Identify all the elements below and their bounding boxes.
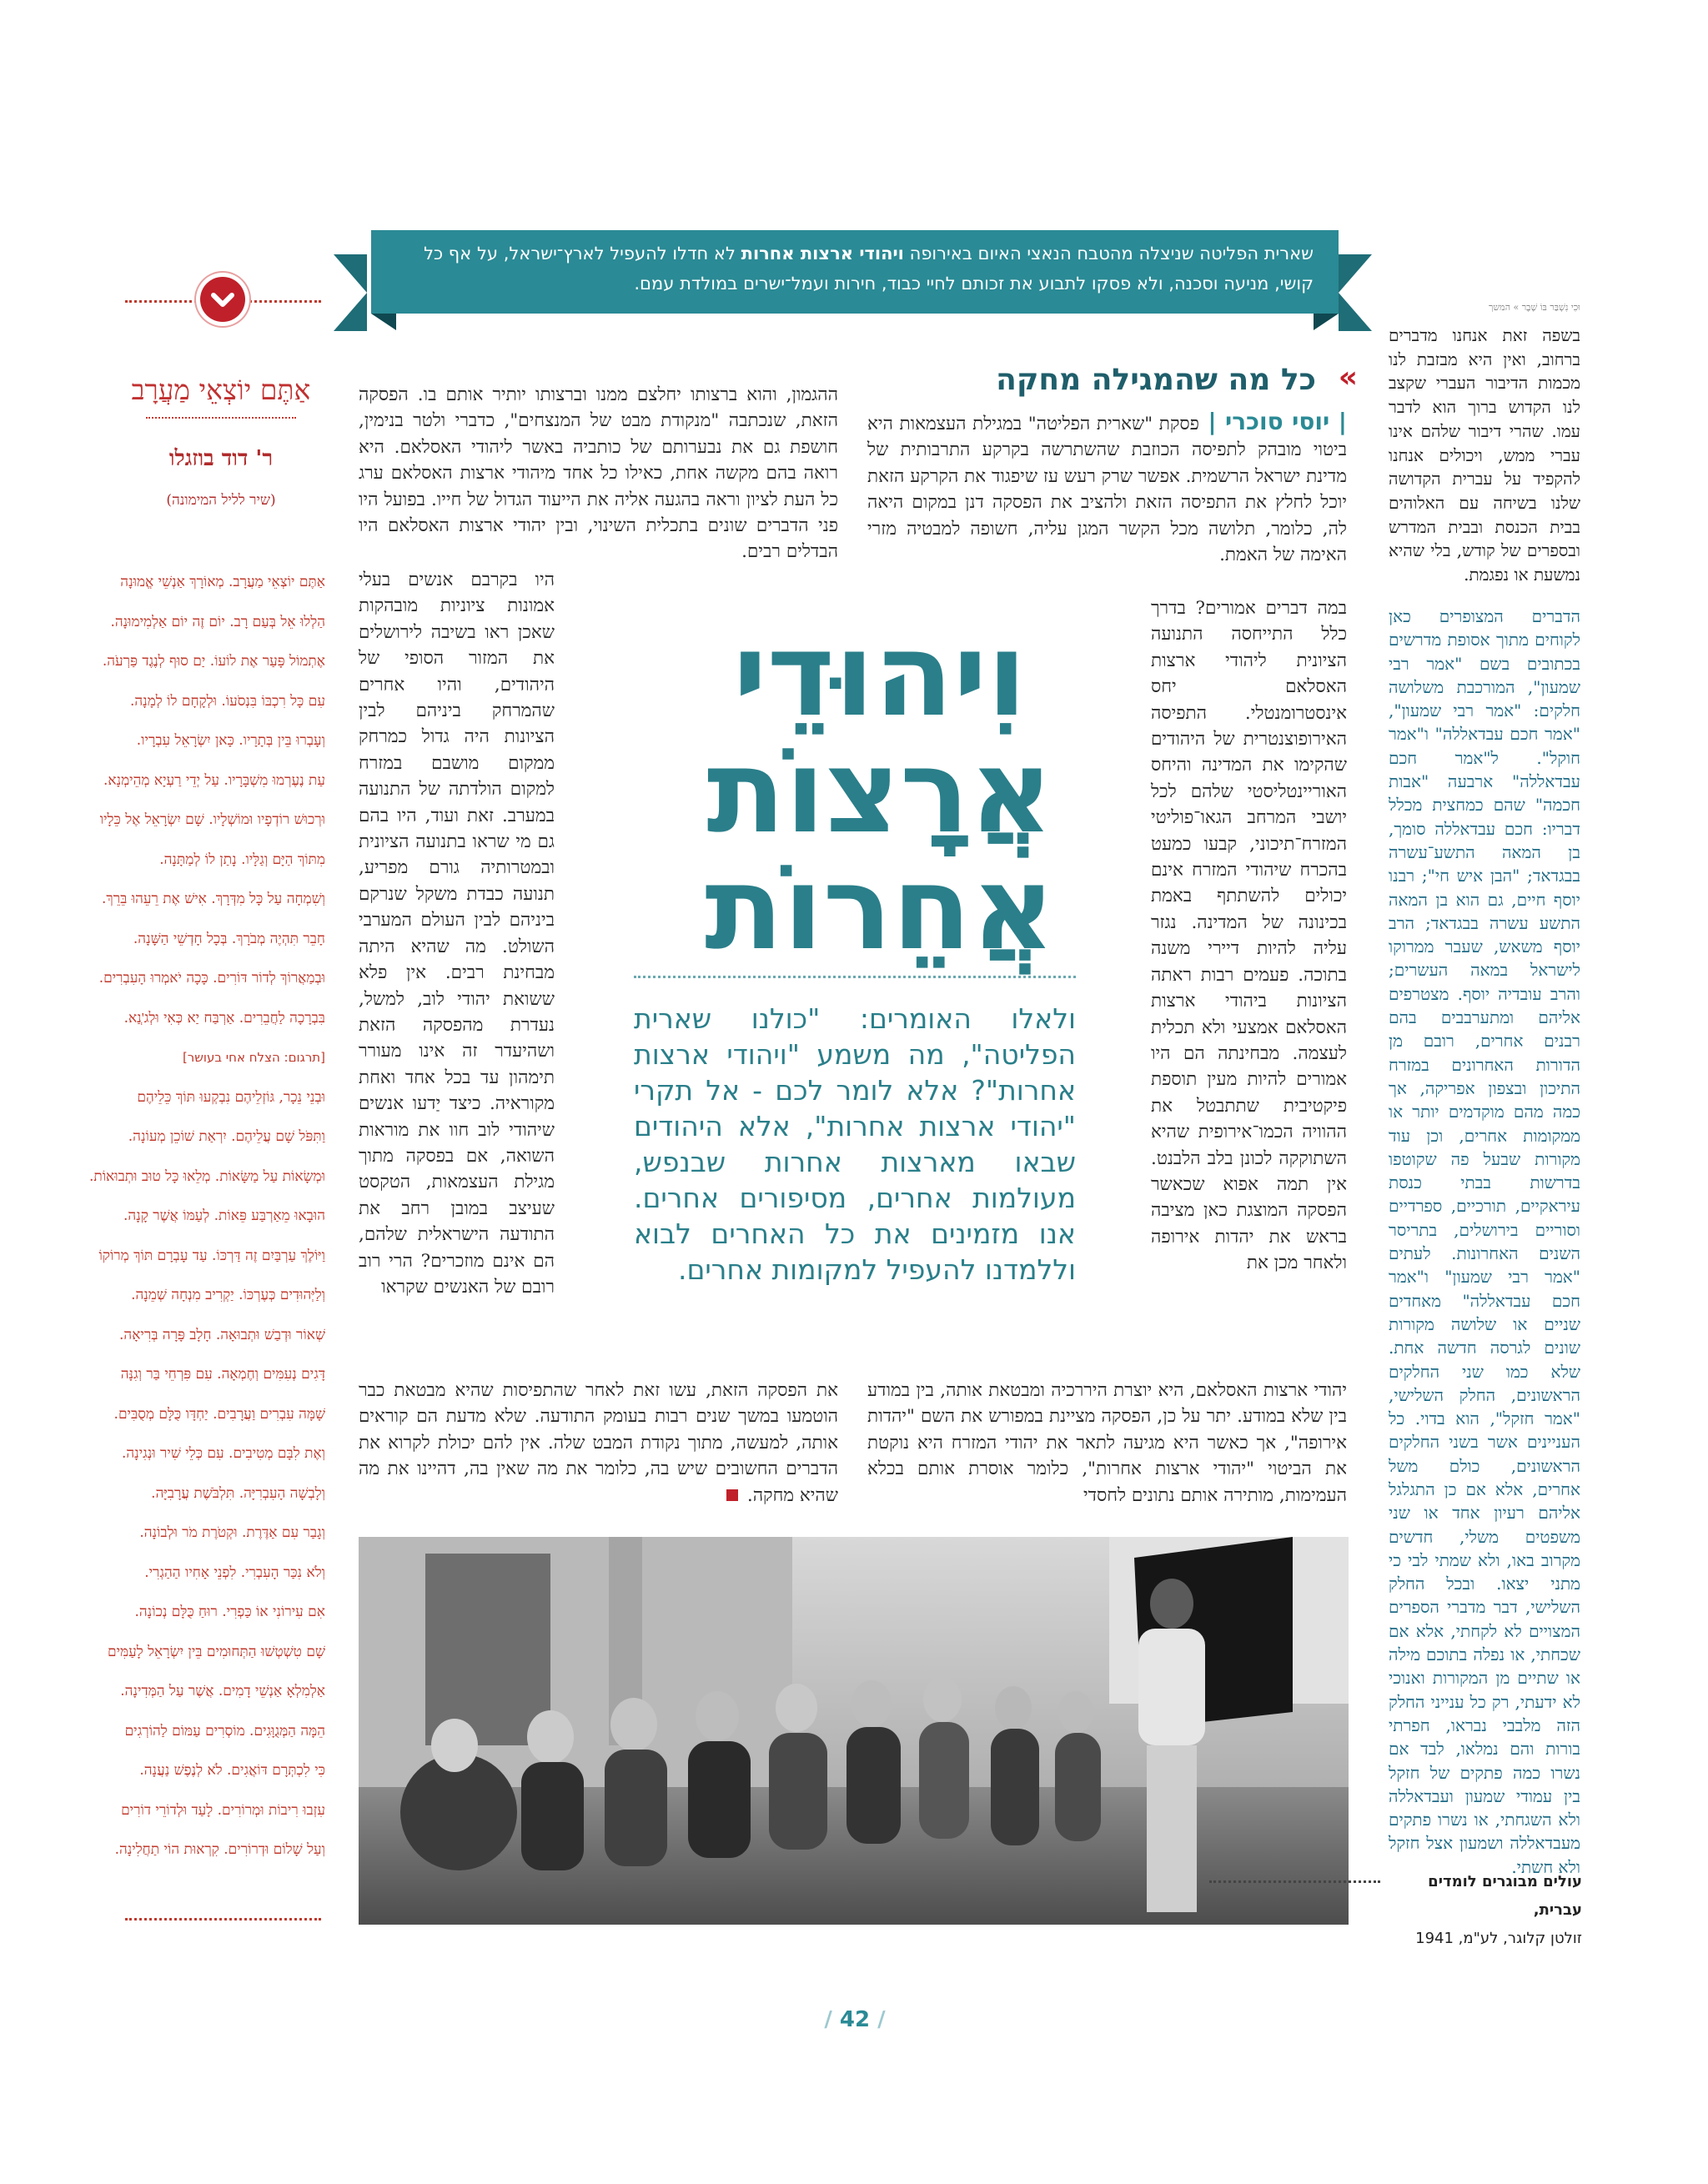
- big-display-title: [634, 608, 1126, 976]
- poem-author: ר' דוד בוזגלו: [168, 446, 274, 471]
- page-number-value: 42: [839, 2007, 871, 2032]
- big-title-line-1: וִיהוּדֵי: [733, 608, 1027, 742]
- article-column-2b: היו בקרבם אנשים בעלי אמונות ציוניות מובהקות שאכן ראו בשיבה לירושלים את המזור הסופי של היהודים, והיו אחרים שהמרחק ביניהם לבין הציונות היה גדול כמרחק ממקום מושבם במזרח למקום הולדתה של התנועה במערב. זאת ועוד, היו בהם גם מי שראו בתנועה הציונית ובמטרותיה גורם מפריע, תנועה כבדת משקל שנרקם ביניהם לבין העולם המערבי השולט. מה שהיא היתה מבחינת רבים. אין פלא ששואת יהודי לוב, למשל, נעדרת מהפסקה הזאת ושהיעדר זה אינו מעורר תימהון עד בכל אחד ואחת מקוראיה. כיצד יַדעו אנשים שיהודי לוב חוו את מוראות השואה, אם בפסקה מתוך מגילת העצמאות, הטקסט שעיצב במובן רחב את התודעה הישראלית שלהם, הם אינם מוזכרים? הרי רוב רובם של האנשים שקראו: [359, 570, 555, 1298]
- poem-line: דָּגִים נְעִמִּים וְחֶמְאָה. עִם פִּרְחֵי בַּר וְגִנָּה: [120, 1366, 325, 1383]
- poem-line: [תרגום: הצלח אחי בעושר]: [182, 1050, 325, 1065]
- poem-line: כִּי לִכְתְּרָם דּוֹאֲגִים. לֹא לְנֶפֶשׁ נַעֲנָה.: [139, 1762, 325, 1779]
- poem-bottom-divider: [125, 1918, 321, 1920]
- big-title-line-3: אֲחֵרוֹת: [705, 841, 1055, 976]
- article-bottom-left-text: את הפסקה הזאת, עשו זאת לאחר שהתפיסות שהיא מבטאת כבר הוטמעו במשך שנים רבות בעומק התודעה. שלא מדעת הם קוראים אותה, למעשה, מתוך נקודת המבט שלה. אין להם יכולת לקרוא את הדברים החשובים שיש בה, כלומר את מה שאין בה, דהיינו את מה שהיא מחקה.: [359, 1380, 838, 1506]
- byline-bar: |: [1198, 408, 1226, 435]
- poem-line: הֵמָּה הַמְּגֻוָּגִים. מוֹסְרִים עַמּוֹם לַהוֹרְגִים: [124, 1722, 325, 1740]
- poem-line: וּמְשָׂאוֹת עַל מַשָּׂאוֹת. מְלֵאוּ כָּל טוּב וּתְבוּאוֹת.: [88, 1167, 325, 1185]
- poem-line: וַיּוֹלֶךְ עַרְבַּיִם זֶה דַּרְכּוֹ. עַד עָבְרָם תּוֹךְ מְרוֹקוֹ: [98, 1247, 325, 1264]
- poem-line: וְעָבְרוּ בֵּין בְּתָרָיו. כָּאן יִשְׂרָאֵל עִבְרָיו.: [136, 732, 325, 749]
- poem-line: בִּבְרָכָה לַחֲבֵרִים. אַרְבַּח יַא כְּאִי וּלְג'ְנַא.: [123, 1009, 325, 1027]
- poem-line: מִתּוֹךְ הַיָּם וְגַלָּיו. נָתַן לוֹ לְמַתָּנָה.: [159, 851, 325, 868]
- caption-line-1: עולים מבוגרים לומדים עברית,: [1428, 1873, 1582, 1919]
- banner-ribbon-right-tail: [1339, 254, 1372, 331]
- banner-ribbon-fold-left: [371, 314, 396, 330]
- intro-banner: [371, 230, 1339, 314]
- article-column-1b: במה דברים אמורים? בדרך כלל התייחסה התנועה הציונית ליהודי ארצות האסלאם יחס אינסטרומנטלי. התפיסה האירופוצנטרית של היהודים שהקימו את המדינה והיחס האוריינטליסטי שלהם לכל יושבי המרחב הגאו־פוליטי המזרח־תיכוני, קבעו כמעט בהכרח שיהודי המזרח אינם יכולים להשתתף באמת בכינונה של המדינה. נגזר עליה להיות דיירי משנה בתוכה. פעמים רבות ראתה הציונות ביהודי ארצות האסלאם אמצעי ולא תכלית לעצמה. מבחינתה הם היו אמורים להיות מעין תוספת פיקטיבית שתתבטל את ההוויה הכמו־אירופית שהיא השתוקקה לכונן בלב הלבנט. אין תמה אפוא שכאשר הפסקה המוצגת כאן מציבה בראש את יהדות אירופה ולאחר מכן את: [1151, 598, 1347, 1274]
- poem-line: הוּבָאוּ מֵאַרְבַּע פֵּאוֹת. לְעַמּוֹ אֲשֶׁר קָנָה.: [123, 1207, 325, 1224]
- banner-text-after: לא חדלו להעפיל לארץ־ישראל, על אף כל קושי, מניעה וסכנה, ולא פסקו לתבוע את זכותם לחיי כבוד, חירות ועמל־ישרים במולדת עמם.: [424, 244, 1314, 294]
- banner-ribbon-left-tail: [334, 254, 367, 331]
- poem-line: וְגָבַר עִם אַדֶּרֶת. וּקְטֹרֶת מֹר וּלְבוֹנָה.: [139, 1524, 325, 1541]
- photo-illustration: [359, 1537, 1349, 1925]
- poem-line: עַת נֶעֶרְמוּ מִשְׁבָּרָיו. עַל יְדֵי רַעְיָא מְהֵימְנָא.: [103, 771, 325, 789]
- poem-line: שְׁאוֹר וּדְבַשׁ וּתְבוּאָה. חָלָב פָּרָה בְּרִיאָה.: [119, 1326, 325, 1343]
- article-column-2: ההגמון, והוא ברצותו יחלצם ממנו וברצותו יותיר אותם בו. הפסקה הזאת, שנכתבה "מנקודת מבט של המנצחים", כדברי ולטר בנימין, חושפת גם את נבערותם של כותביה באשר ליהודי האסלאם. היא רואה בהם מקשה אחת, כאילו כל אחד מיהודי ארצות האסלאם ערג כל העת לציון וראה בהגעה אליה את הייעוד הגדול של חייו. בפועל היו פני הדברים שונים בתכלית השינוי, ובין יהודי ארצות האסלאם היו הבדלים רבים.: [359, 384, 838, 563]
- page-number-slash-left: /: [824, 2007, 840, 2032]
- chevron-down-icon: [200, 277, 245, 322]
- end-mark-icon: [726, 1489, 738, 1501]
- sidebar-small-note: וּכִי נִשְׁבַּר בּוֹ שָׁבֶר » המשך: [1488, 302, 1580, 313]
- poem-line: אַלְמִלְאָ אַנְשֵׁי דָמִים. אֲשֶׁר עַל הַמְּדִינָה.: [120, 1683, 325, 1700]
- poem-line: וּבְנֵי נֵכָר, גּוֹזְלֵיהֶם נִבְקְעוּ תּוֹךְ כֵּלֵיהֶם: [137, 1088, 325, 1106]
- article-text-col1: פסקת "שארית הפליטה" במגילת העצמאות היא ביטוי מובהק לתפיסה הכוזבת שהשתרשה בקרקע התרבותית של מדינת ישראל הרשמית. אפשר שרק רעש עז שיפגוד את הקרקע הזאת יוכל לחלץ את התפיסה הזאת ולהציב את הפסקה דנן במקום היאה לה, כלומר, תלושה מכל הקשר המגן עליה, חשופה למבטיה מזרי האימה של האמת.: [867, 414, 1347, 566]
- archive-photo: [359, 1537, 1349, 1925]
- poem-subtitle: (שיר לליל המימונה): [166, 492, 276, 509]
- poem-line: וּבְמַאֲרוֹךְ לְדוֹר דּוֹרִים. כָּכָה יֹאמְרוּ הָעִבְרִים.: [98, 970, 325, 987]
- article-title: כל מה שהמגילה מחקה: [996, 363, 1316, 397]
- caption-line-2: זולטן קלוגר, לע"מ, 1941: [1415, 1930, 1582, 1947]
- poem-line: וְלַיְּהוּדִים כְּעֶרְכּוֹ. יַקְרִיב מִנְחָה שְׁמֵנָה.: [131, 1287, 325, 1303]
- poem-line: שָׁמָּה עִבְרִים וַעֲרָבִים. יַחְדָּו כֻּלָּם מְסֻבִּים.: [113, 1405, 325, 1423]
- photo-caption: [1384, 1868, 1582, 1953]
- pull-quote-divider: [634, 976, 1076, 978]
- page-number: [813, 2007, 897, 2032]
- article-column-1-intro: [867, 409, 1347, 568]
- article-bottom-left: [359, 1378, 838, 1509]
- poem-line: וַתִּפֹּל שָׁם עֲלֵיהֶם. יִרְאַת שׁוֹכֵן מְעוֹנָה.: [128, 1128, 325, 1145]
- poem-line: וְאֶת לִבָּם מְטִיבִים. עִם כְּלֵי שִׁיר וּנְגִינָה.: [121, 1445, 325, 1462]
- poem-body: [83, 563, 325, 1870]
- article-bottom-right: יהודי ארצות האסלאם, היא יוצרת היררכיה ומבטאת אותה, בין במודע בין שלא במודע. יתר על כן, הפסקה מציינת במפורש את השם "יהדות אירופה", אך כאשר היא מגיעה לתאר את יהודי המזרח היא נוקטת את הביטוי "יהודי ארצות אחרות", כלומר אוסרת אותם בכלא העמימות, מותירה אותם נתונים לחסדי: [867, 1380, 1347, 1506]
- poem-line: וְשִׁמְחָה עַל כָּל מִדְּרָךְ. אִישׁ אֶת רֵעֵהוּ בֵּרֵךְ.: [102, 891, 325, 907]
- article-author: יוסי סוכרי: [1225, 408, 1330, 435]
- poem-line: וְעַל שָׁלוֹם וּדְרוֹרִים. קִרְאוּת הוֹי תַחֲלִינָה.: [114, 1841, 325, 1858]
- page-number-slash-right: /: [870, 2007, 886, 2032]
- title-chevrons-icon: «: [1338, 360, 1358, 394]
- poem-line: עִזְבוּ רִיבוֹת וּמְרוֹרִים. לָעַד וּלְדוֹרֵי דוֹרִים: [121, 1801, 325, 1819]
- banner-ribbon-fold-right: [1314, 314, 1339, 330]
- sidebar-top-text: בשפה זאת אנחנו מדברים ברחוב, ואין היא מבזבת לנו מכמות הדיבור העברי שקצב לנו הקדוש ברוך הוא לדבר עמו. שהרי דיבור שלהם אינו עברי ממש, ויכולים אנחנו להקפיד על עברית הקדושה שלנו בשיחה עם האלוהים בבית הכנסת ובבית המדרש ובספרים של קודש, בלי שהיא נמשעת או נפגמת.: [1389, 325, 1580, 585]
- poem-line: אִם עִירוֹנִי אוֹ כַּפְרִי. רוּחַ כֻּלָּם נְכוֹנָה.: [134, 1604, 325, 1620]
- sidebar-blue-text: הדברים המצופרים כאן לקוחים מתוך אסופת מדרשים בכתובים בשם "אמר רבי שמעון", המורכבת משלושה חלקים: "אמר רבי שמעון", "אמר חכם עבדאללה" ו"אמר חוקל". ל"אמר חכם עבדאללה" ארבעה "אבות חכמה" שהם כמחצית מכלל דבריו: חכם עבדאללה סומך, בן המאה התשע־עשרה בבגדאד; "הבן איש חי"; רבנו יוסף חיים, גם הוא בן המאה התשע עשרה בבגדאד; הרב יוסף משאש, שעבר ממרוקו לישראל במאה העשרים; והרב עובדיה יוסף. מצטרפים אליהם ומתערבבים בהם רבנים אחרים, רובם מן הדורות האחרונים במזרח התיכון ובצפון אפריקה, אך כמה מהם מוקדמים יותר או ממקומות אחרים, וכן עוד מקורות שבעל פה שקוטפו בדרשות בבתי כנסת עיראקיים, תורכיים, ספרדיים וסוריים בירושלים, בתריסר השנים האחרונות. לעתים "אמר רבי שמעון" ו"אמר חכם עבדאללה" מאחדים שניים או שלושה מקורות שונים לגרסה חדשה אחת. שלא כמו שני החלקים הראשונים, החלק השלישי, "אמר חזקל", הוא בדוי. כל העניינים אשר בשני החלקים הראשונים, כולם משל אחרים, אלא אם כן התגלגל אליהם רעיון אחד או שני משפטים משלי, חדשים מקרוב באו, ולא שמתי לבי כי מתני יצאו. ובכל החלק השלישי, דבר מדברי הספרים המצויים לא לקחתי, אלא אם שכחתי, או נפלה בתוכם מילה או שתיים מן המקורות ואנוכי לא ידעתי, רק כל ענייני החלק הזה מלבבי נבראו, חפרתי בורות והם נמלאו, לבד אם נשרו כמה פתקים של חזקל בין עמודי שמעון ועבדאללה ולא השגחתי, או נשרו פתקים מעבדאללה ושמעון אצל חזקל ולא חשתי.: [1389, 606, 1580, 1877]
- poem-line: וְלָבְשָׁה הָעִבְרִיָּה. תִּלְבֹּשֶׁת עֲרָבִיָּה.: [151, 1484, 325, 1502]
- banner-text-before: שארית הפליטה שניצלה מהטבח הנאצי האיום באירופה: [909, 244, 1314, 264]
- poem-badge: [200, 277, 245, 322]
- caption-dotted-leader: [1209, 1880, 1380, 1883]
- poem-line: הַלְלוּ אֵל בְּעַם רָב. יוֹם זֶה יוֹם אַלְמִימוּנָה.: [110, 613, 325, 630]
- poem-line: עִם כָּל רִכְבּוֹ בִּנְסֹעוֹ. וּלְקָחָם לוֹ לְמָנָה.: [130, 692, 325, 710]
- pull-quote: ולאלו האומרים: "כולנו שארית הפליטה", מה משמע "ויהודי ארצות אחרות"? אלא לומר לכם - אל תקרי "יהודי ארצות אחרות", אלא היהודים שבאו מארצות אחרות שבנפש, מעולמות אחרים, מסיפורים אחרים. אנו מזמינים את כל האחרים לבוא וללמדנו להעפיל למקומות אחרים.: [634, 1002, 1076, 1286]
- poem-line: חָבֵר תִּהְיֶה מְבֹרָךְ. בְּכָל חָדְשֵׁי הַשָּׁנָה.: [133, 930, 325, 947]
- byline-bar: |: [1329, 408, 1347, 435]
- poem-line: אֶתְמוֹל פָּעַר אֶת לוֹעוֹ. יַם סוּף לְנֶגֶד פַּרְעֹה.: [102, 653, 325, 670]
- poem-title-underline: [146, 417, 296, 419]
- big-title-line-2: אֲרָצוֹת: [706, 725, 1053, 859]
- poem-title: אַתֶּם יוֹצְאֵי מַעֲרָב: [131, 374, 311, 406]
- poem-line: אַתֶּם יוֹצְאֵי מַעֲרָב. מְאוֹרָךְ אַנְשֵׁי אֱמוּנָה: [120, 574, 325, 590]
- poem-line: וּרְכוּשׁ רוֹדְפָיו וּמוֹשְׁלָיו. שָׁם יִשְׂרָאֵל אֶל כֵּלָיו: [99, 811, 325, 828]
- poem-line: שָׁם טִשְׁטְשׁוּ הַתְּחוּמִים בֵּין יִשְׂרָאֵל לָעַמִּים: [107, 1643, 325, 1660]
- banner-text-bold: ויהודי ארצות אחרות: [741, 244, 904, 264]
- poem-line: וְלֹא נִכַּר הָעִבְרִי. לִפְנֵי אָחִיו הַהַגְרִי.: [144, 1564, 325, 1581]
